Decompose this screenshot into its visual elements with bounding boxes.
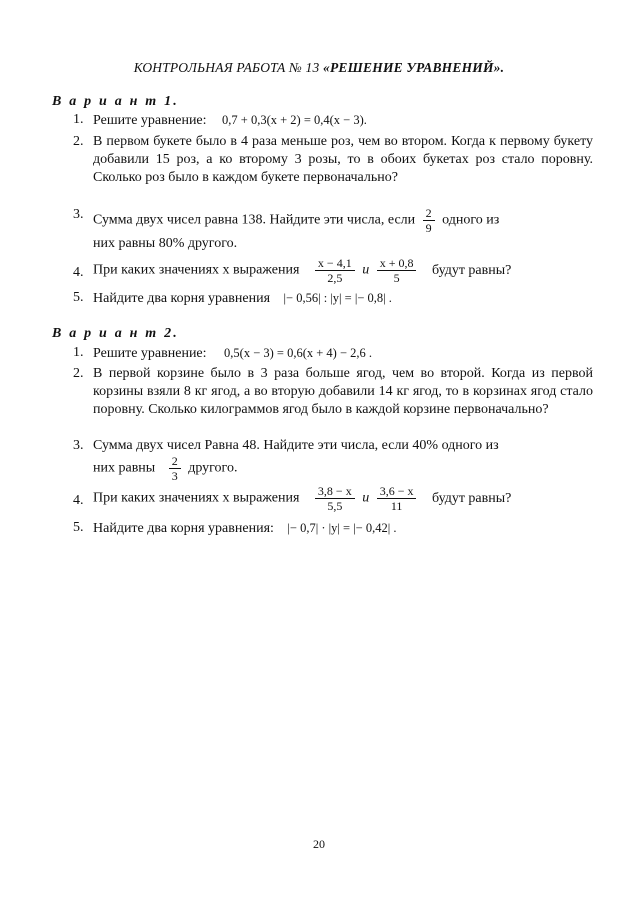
task-text-b: них равны [93, 460, 156, 476]
task-text-c: них равны 80% другого. [93, 236, 238, 251]
task-number: 3. [73, 207, 84, 222]
page-title [0, 60, 638, 76]
variant-2-task-2 [73, 365, 593, 419]
variant-2-task-3 [73, 437, 593, 455]
fraction [423, 206, 435, 235]
variant-2-task-4 [73, 484, 593, 513]
task-number: 5. [73, 520, 84, 535]
fraction-denominator: 5,5 [327, 499, 343, 513]
task-text: В первой корзине было в 3 раза больше ягод, чем во второй. Когда из первой корзины взяли 8 кг ягод, а во вторую добавили 14 кг ягод, то в корзинах ягод стало поровну. Сколько килограммов ягод было в каждой корзине первоначально? [93, 366, 593, 417]
task-text: В первом букете было в 4 раза меньше роз, чем во втором. Когда к первому букету добавили 15 роз, а ко второму 3 розы, то в обоих букетах роз стало поровну. Сколько роз было в каждом букете первоначально? [93, 134, 593, 185]
fraction-numerator: x − 4,1 [315, 256, 355, 271]
task-number: 4. [73, 493, 84, 508]
title-prefix: КОНТРОЛЬНАЯ РАБОТА № 13 [133, 60, 320, 75]
conjunction: и [362, 262, 370, 278]
task-number: 1. [73, 345, 84, 360]
task-number: 2. [73, 366, 84, 381]
variant-1-task-1 [73, 111, 593, 130]
task-text-a: При каких значениях x выражения [93, 490, 300, 506]
fraction-numerator: 3,8 − x [315, 484, 355, 499]
fraction-numerator: 2 [169, 454, 181, 469]
task-text-a: Сумма двух чисел равна 138. Найдите эти числа, если [93, 212, 416, 228]
variant-2-task-1 [73, 344, 593, 363]
task-equation: 0,5(x − 3) = 0,6(x + 4) − 2,6 . [224, 346, 373, 360]
fraction-denominator: 11 [390, 499, 403, 513]
fraction-denominator: 9 [425, 221, 432, 235]
task-number: 2. [73, 134, 84, 149]
fraction-1 [315, 484, 355, 513]
fraction [169, 454, 181, 483]
task-equation: |− 0,56| : |y| = |− 0,8| . [283, 291, 392, 305]
task-text-b: будут равны? [431, 490, 512, 506]
variant-1-task-3-cont [93, 235, 593, 253]
fraction-2 [377, 256, 417, 285]
fraction-denominator: 3 [171, 469, 178, 483]
task-text: Решите уравнение: [93, 113, 207, 128]
fraction-denominator: 5 [393, 271, 400, 285]
task-text: Найдите два корня уравнения: [93, 521, 274, 536]
task-text-a: При каких значениях x выражения [93, 262, 300, 278]
task-number: 3. [73, 438, 84, 453]
fraction-numerator: 2 [423, 206, 435, 221]
fraction-numerator: x + 0,8 [377, 256, 417, 271]
fraction-1 [315, 256, 355, 285]
task-text: Найдите два корня уравнения [93, 291, 271, 306]
variant-1-task-4 [73, 256, 593, 285]
variant-2-heading: В а р и а н т 2. [52, 326, 179, 341]
task-number: 4. [73, 265, 84, 280]
conjunction: и [362, 490, 370, 506]
title-bold: «РЕШЕНИЕ УРАВНЕНИЙ». [323, 60, 505, 75]
variant-1-task-2 [73, 133, 593, 187]
variant-2-task-3-cont [93, 454, 593, 483]
task-text-b: одного из [442, 212, 500, 228]
variant-1-heading: В а р и а н т 1. [52, 94, 179, 109]
page-number: 20 [313, 837, 325, 851]
task-text-b: будут равны? [431, 262, 512, 278]
task-number: 1. [73, 112, 84, 127]
task-equation: 0,7 + 0,3(x + 2) = 0,4(x − 3). [222, 113, 367, 127]
fraction-numerator: 3,6 − x [377, 484, 417, 499]
task-text-a: Сумма двух чисел Равна 48. Найдите эти числа, если 40% одного из [93, 438, 499, 453]
task-equation: |− 0,7| · |y| = |− 0,42| . [287, 521, 397, 535]
variant-2-task-5 [73, 519, 593, 538]
fraction-denominator: 2,5 [327, 271, 343, 285]
variant-1-task-3 [73, 206, 593, 235]
fraction-2 [377, 484, 417, 513]
variant-1-task-5 [73, 289, 593, 308]
task-text-c: другого. [188, 460, 238, 476]
task-text: Решите уравнение: [93, 346, 207, 361]
task-number: 5. [73, 290, 84, 305]
